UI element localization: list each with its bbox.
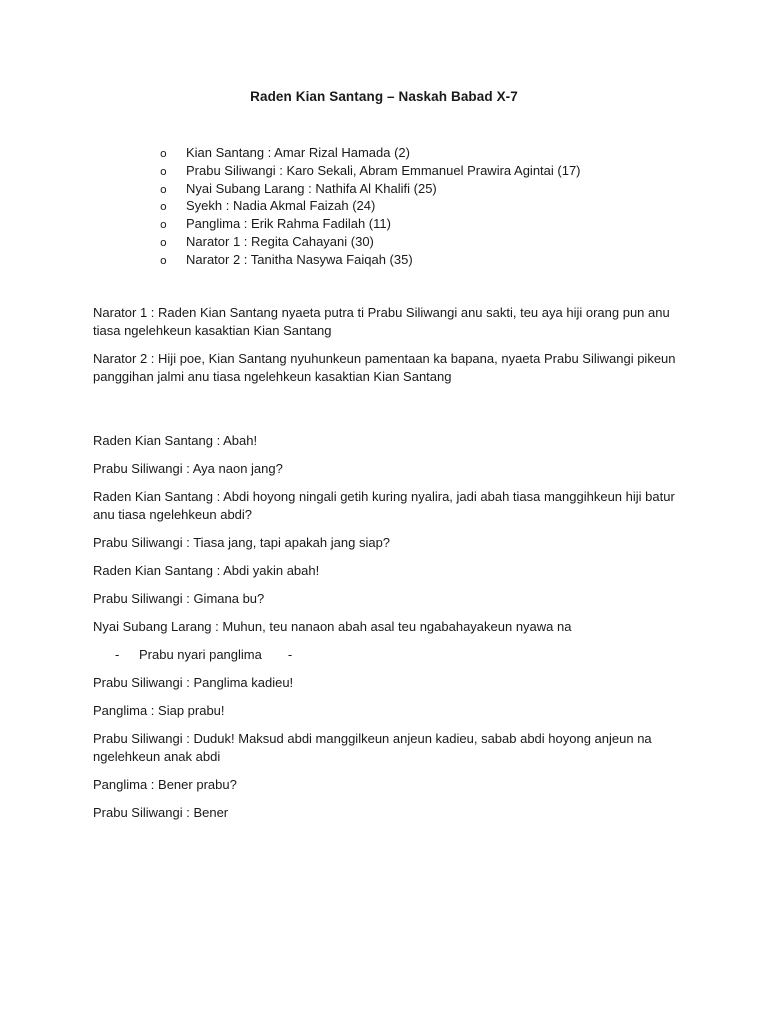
stage-direction-text: Prabu nyari panglima: [139, 647, 262, 662]
dialogue-line: Nyai Subang Larang : Muhun, teu nanaon abah asal teu ngabahayakeun nyawa na: [93, 619, 572, 634]
cast-item: [160, 180, 581, 198]
dialogue-line: Panglima : Bener prabu?: [93, 777, 237, 792]
bullet-icon: o: [160, 235, 167, 249]
cast-item: [160, 144, 581, 162]
cast-item-text: Nyai Subang Larang : Nathifa Al Khalifi (25): [186, 180, 437, 196]
bullet-icon: o: [160, 218, 167, 232]
cast-item-text: Prabu Siliwangi : Karo Sekali, Abram Emmanuel Prawira Agintai (17): [186, 162, 581, 178]
cast-item: [160, 197, 581, 215]
cast-item: [160, 215, 581, 233]
cast-item: [160, 251, 581, 269]
cast-item-text: Syekh : Nadia Akmal Faizah (24): [186, 198, 376, 214]
dialogue-line: Prabu Siliwangi : Bener: [93, 805, 229, 820]
cast-item: [160, 162, 581, 180]
stage-dash-right: -: [287, 647, 293, 662]
dialogue-line: Prabu Siliwangi : Tiasa jang, tapi apakah jang siap?: [93, 535, 391, 550]
dialogue-line: Prabu Siliwangi : Duduk! Maksud abdi manggilkeun anjeun kadieu, sabab abdi hoyong anjeun na ngelehkeun anak abdi: [93, 731, 652, 764]
cast-item-text: Narator 1 : Regita Cahayani (30): [186, 233, 374, 249]
script-body: [93, 304, 683, 832]
cast-item-text: Narator 2 : Tanitha Nasywa Faiqah (35): [186, 251, 413, 267]
stage-dash-left: -: [115, 647, 120, 662]
dialogue-line: Panglima : Siap prabu!: [93, 703, 225, 718]
narration-paragraph: Narator 1 : Raden Kian Santang nyaeta putra ti Prabu Siliwangi anu sakti, teu aya hiji orang pun anu tiasa ngelehkeun kasaktian Kian Santang: [93, 305, 670, 338]
cast-list: [160, 144, 581, 269]
dialogue-line: Prabu Siliwangi : Aya naon jang?: [93, 461, 283, 476]
bullet-icon: o: [160, 200, 167, 214]
dialogue-line: Prabu Siliwangi : Panglima kadieu!: [93, 675, 294, 690]
bullet-icon: o: [160, 182, 167, 196]
narration-paragraph: Narator 2 : Hiji poe, Kian Santang nyuhunkeun pamentaan ka bapana, nyaeta Prabu Siliwangi pikeun panggihan jalmi anu tiasa ngelehkeun kasaktian Kian Santang: [93, 351, 676, 384]
bullet-icon: o: [160, 253, 167, 267]
cast-item-text: Panglima : Erik Rahma Fadilah (11): [186, 216, 391, 232]
document-title: Raden Kian Santang – Naskah Babad X-7: [250, 89, 518, 104]
bullet-icon: o: [160, 164, 167, 178]
bullet-icon: o: [160, 147, 167, 160]
cast-item-text: Kian Santang : Amar Rizal Hamada (2): [186, 145, 410, 160]
dialogue-line: Prabu Siliwangi : Gimana bu?: [93, 591, 265, 606]
cast-item: [160, 233, 581, 251]
dialogue-line: Raden Kian Santang : Abah!: [93, 433, 258, 448]
dialogue-line: Raden Kian Santang : Abdi hoyong ningali getih kuring nyalira, jadi abah tiasa manggihkeun hiji batur anu tiasa ngelehkeun abdi?: [93, 489, 675, 522]
section-spacer: [93, 396, 683, 432]
stage-direction: [93, 646, 683, 664]
dialogue-line: Raden Kian Santang : Abdi yakin abah!: [93, 563, 320, 578]
